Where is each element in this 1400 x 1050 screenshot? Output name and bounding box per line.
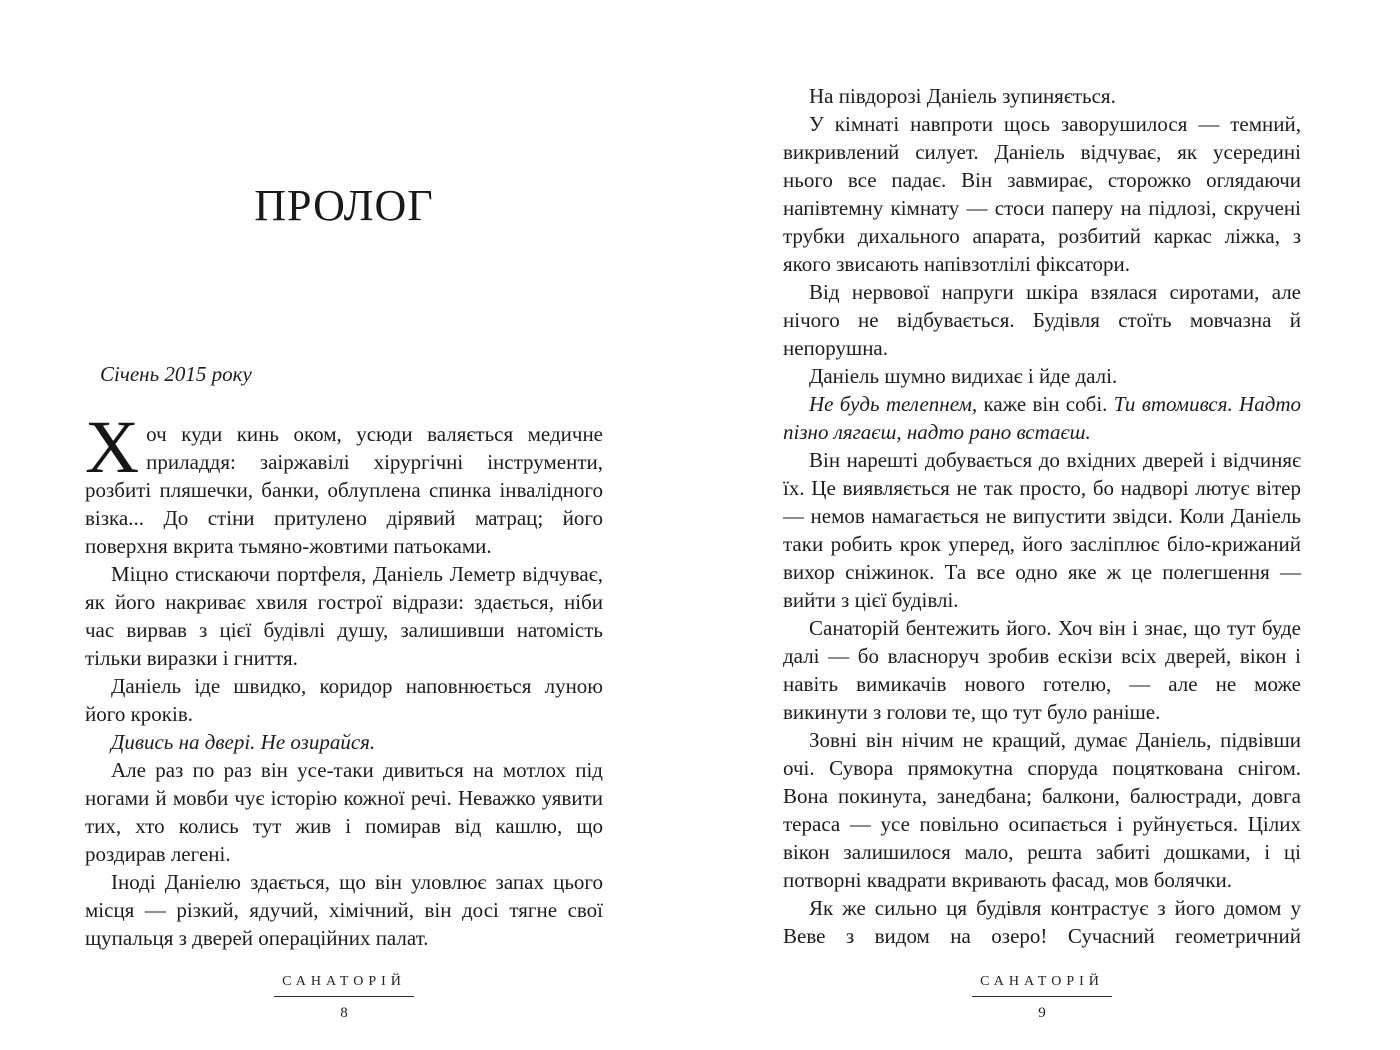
paragraph bbox=[783, 278, 1301, 362]
paragraph bbox=[783, 362, 1301, 390]
paragraph bbox=[783, 446, 1301, 614]
text-run: Від нервової напруги шкіра взялася сиротами, але нічого не відбувається. Будівля стоїть мовчазна й непорушна. bbox=[783, 280, 1301, 360]
left-page-footer bbox=[85, 974, 603, 1022]
right-page-footer bbox=[783, 974, 1301, 1022]
paragraph bbox=[85, 560, 603, 672]
page-number: 8 bbox=[340, 1005, 348, 1021]
text-run: Даніель шумно видихає і йде далі. bbox=[809, 364, 1118, 388]
paragraph bbox=[783, 110, 1301, 278]
paragraph bbox=[783, 894, 1301, 950]
text-run: Даніель іде швидко, коридор наповнюється луною його кроків. bbox=[85, 674, 603, 727]
footer-rule bbox=[274, 996, 414, 997]
italic-text-run: Не будь телепнем, bbox=[809, 392, 978, 416]
left-page-body bbox=[85, 406, 603, 952]
page-right bbox=[700, 0, 1400, 1050]
paragraph bbox=[85, 728, 603, 756]
text-run: Санаторій бентежить його. Хоч він і знає, що тут буде далі — бо власноруч зробив ескізи всіх дверей, вікон і навіть вимикачів нового готелю, — але не може викинути з голови те, що тут було раніше. bbox=[783, 616, 1301, 724]
text-run: каже він собі. bbox=[977, 392, 1114, 416]
italic-text-run: Дивись на двері. Не озирайся. bbox=[111, 730, 376, 755]
page-number: 9 bbox=[1038, 1005, 1046, 1021]
footer-rule bbox=[972, 996, 1112, 997]
text-run: Як же сильно ця будівля контрастує з його домом у Веве з видом на озеро! Сучасний геометричний bbox=[783, 896, 1301, 948]
paragraph bbox=[85, 672, 603, 728]
paragraph bbox=[85, 756, 603, 868]
paragraph bbox=[783, 614, 1301, 726]
chapter-title: ПРОЛОГ bbox=[254, 181, 434, 230]
right-text-column bbox=[783, 0, 1301, 1050]
text-run: У кімнаті навпроти щось заворушилося — темний, викривлений силует. Даніель відчуває, як усередині нього все падає. Він завмирає, сторожко оглядаючи напівтемну кімнату — стоси паперу на підлозі, скручені трубки дихального апарата, розбитий каркас ліжка, з якого звисають напівзотлілі фіксатори. bbox=[783, 112, 1301, 276]
paragraph bbox=[783, 390, 1301, 446]
italic-text-run: Ти втомився. Надто пізно лягаєш, надто рано встаєш. bbox=[783, 392, 1302, 444]
text-run: Він нарешті добувається до вхідних дверей і відчиняє їх. Це виявляється не так просто, бо надворі лютує вітер — немов намагається не випустити звідси. Коли Даніель таки робить крок уперед, його засліплює біло-крижаний вихор сніжинок. Та все одно яке ж це полегшення — вийти з цієї будівлі. bbox=[783, 448, 1301, 612]
drop-cap: Х bbox=[85, 406, 140, 490]
left-text-column bbox=[85, 0, 603, 1050]
paragraph bbox=[85, 868, 603, 952]
right-page-body bbox=[783, 82, 1301, 950]
text-run: Але раз по раз він усе-таки дивиться на мотлох під ногами й мовби чує історію кожної речі. Неважко уявити тих, хто колись тут жив і помирав від кашлю, що роздирав легені. bbox=[85, 758, 603, 867]
paragraph bbox=[85, 406, 603, 560]
text-run: Іноді Даніелю здається, що він уловлює запах цього місця — різкий, ядучий, хімічний, він досі тягне свої щупальця з дверей операційних палат. bbox=[85, 870, 603, 951]
text-run: Зовні він нічим не кращий, думає Даніель, підвівши очі. Сувора прямокутна споруда поцяткована снігом. Вона покинута, занедбана; балкони, балюстради, довга тераса — усе повільно осипається і руйнується. Цілих вікон залишилося мало, решта забиті дошками, і ці потворні квадрати вкривають фасад, мов болячки. bbox=[783, 728, 1301, 892]
text-run: оч куди кинь оком, усюди валяється медичне приладдя: заіржавілі хірургічні інструменти, розбиті пляшечки, банки, облуплена спинка інвалідного візка... До стіни притулено дірявий матрац; його поверхня вкрита тьмяно-жовтими патьоками. bbox=[85, 422, 603, 559]
text-run: На півдорозі Даніель зупиняється. bbox=[809, 84, 1116, 108]
text-run: Міцно стискаючи портфеля, Даніель Леметр відчуває, як його накриває хвиля гострої відрази: здається, ніби час вирвав з цієї будівлі душу, залишивши натомість тільки виразки і гниття. bbox=[85, 562, 603, 671]
running-title: САНАТОРІЙ bbox=[282, 974, 406, 989]
dateline: Січень 2015 року bbox=[100, 362, 252, 386]
running-title: САНАТОРІЙ bbox=[980, 974, 1104, 989]
paragraph bbox=[783, 726, 1301, 894]
paragraph bbox=[783, 82, 1301, 110]
